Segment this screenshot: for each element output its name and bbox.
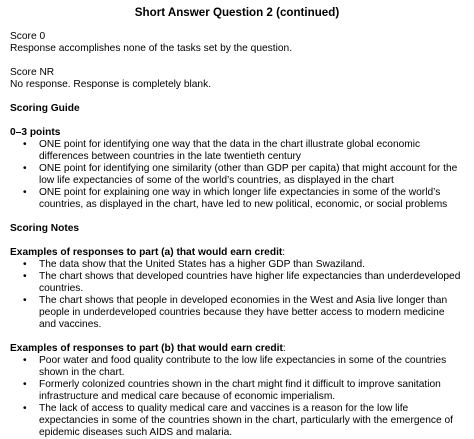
part-a-heading: Examples of responses to part (a) that would earn credit xyxy=(10,247,283,258)
list-item: • Formerly colonized countries shown in the chart might find it difficult to improve sanitation infrastructure and medical care because of economic imperialism. xyxy=(34,379,464,403)
list-item: • The chart shows that people in developed economies in the West and Asia live longer than people in underdeveloped countries because they have better access to modern medicine and vaccines. xyxy=(34,295,464,331)
score-nr-section xyxy=(10,67,464,91)
part-a-examples xyxy=(10,247,464,331)
part-b-colon: : xyxy=(282,343,286,354)
part-b-heading: Examples of responses to part (b) that would earn credit xyxy=(10,343,283,354)
part-a-list xyxy=(10,259,464,331)
scoring-guide-section xyxy=(10,103,464,211)
part-b-list xyxy=(10,355,464,439)
score-nr-text: No response. Response is completely blank. xyxy=(10,79,212,90)
scoring-guide-list xyxy=(10,139,464,211)
points-heading: 0–3 points xyxy=(10,127,61,138)
list-item: • ONE point for identifying one way that the data in the chart illustrate global economic differences between countries in the late twentieth century xyxy=(34,139,464,163)
list-item: • The chart shows that developed countries have higher life expectancies than underdeveloped countries. xyxy=(34,271,464,295)
part-a-colon: : xyxy=(282,247,286,258)
score-0-section xyxy=(10,31,464,55)
scoring-notes-section xyxy=(10,223,464,439)
scoring-notes-heading: Scoring Notes xyxy=(10,223,80,234)
list-item: • The lack of access to quality medical care and vaccines is a reason for the low life expectancies in some of the countries shown in the chart, particularly with the emergence of epidemic diseases such AIDS and malaria. xyxy=(34,403,464,439)
score-nr-label: Score NR xyxy=(10,67,55,78)
scoring-guide-heading: Scoring Guide xyxy=(10,103,80,114)
page-title: Short Answer Question 2 (continued) xyxy=(134,6,340,19)
score-0-label: Score 0 xyxy=(10,31,46,42)
part-b-examples xyxy=(10,343,464,439)
score-0-text: Response accomplishes none of the tasks set by the question. xyxy=(10,43,293,54)
list-item: • Poor water and food quality contribute to the low life expectancies in some of the countries shown in the chart. xyxy=(34,355,464,379)
list-item: • ONE point for explaining one way in which longer life expectancies in some of the world’s countries, as displayed in the chart, have led to new political, economic, or social problems xyxy=(34,187,464,211)
list-item: • The data show that the United States has a higher GDP than Swaziland. xyxy=(34,259,464,271)
list-item: • ONE point for identifying one similarity (other than GDP per capita) that might account for the low life expectancies of some of the world’s countries, as displayed in the chart xyxy=(34,163,464,187)
